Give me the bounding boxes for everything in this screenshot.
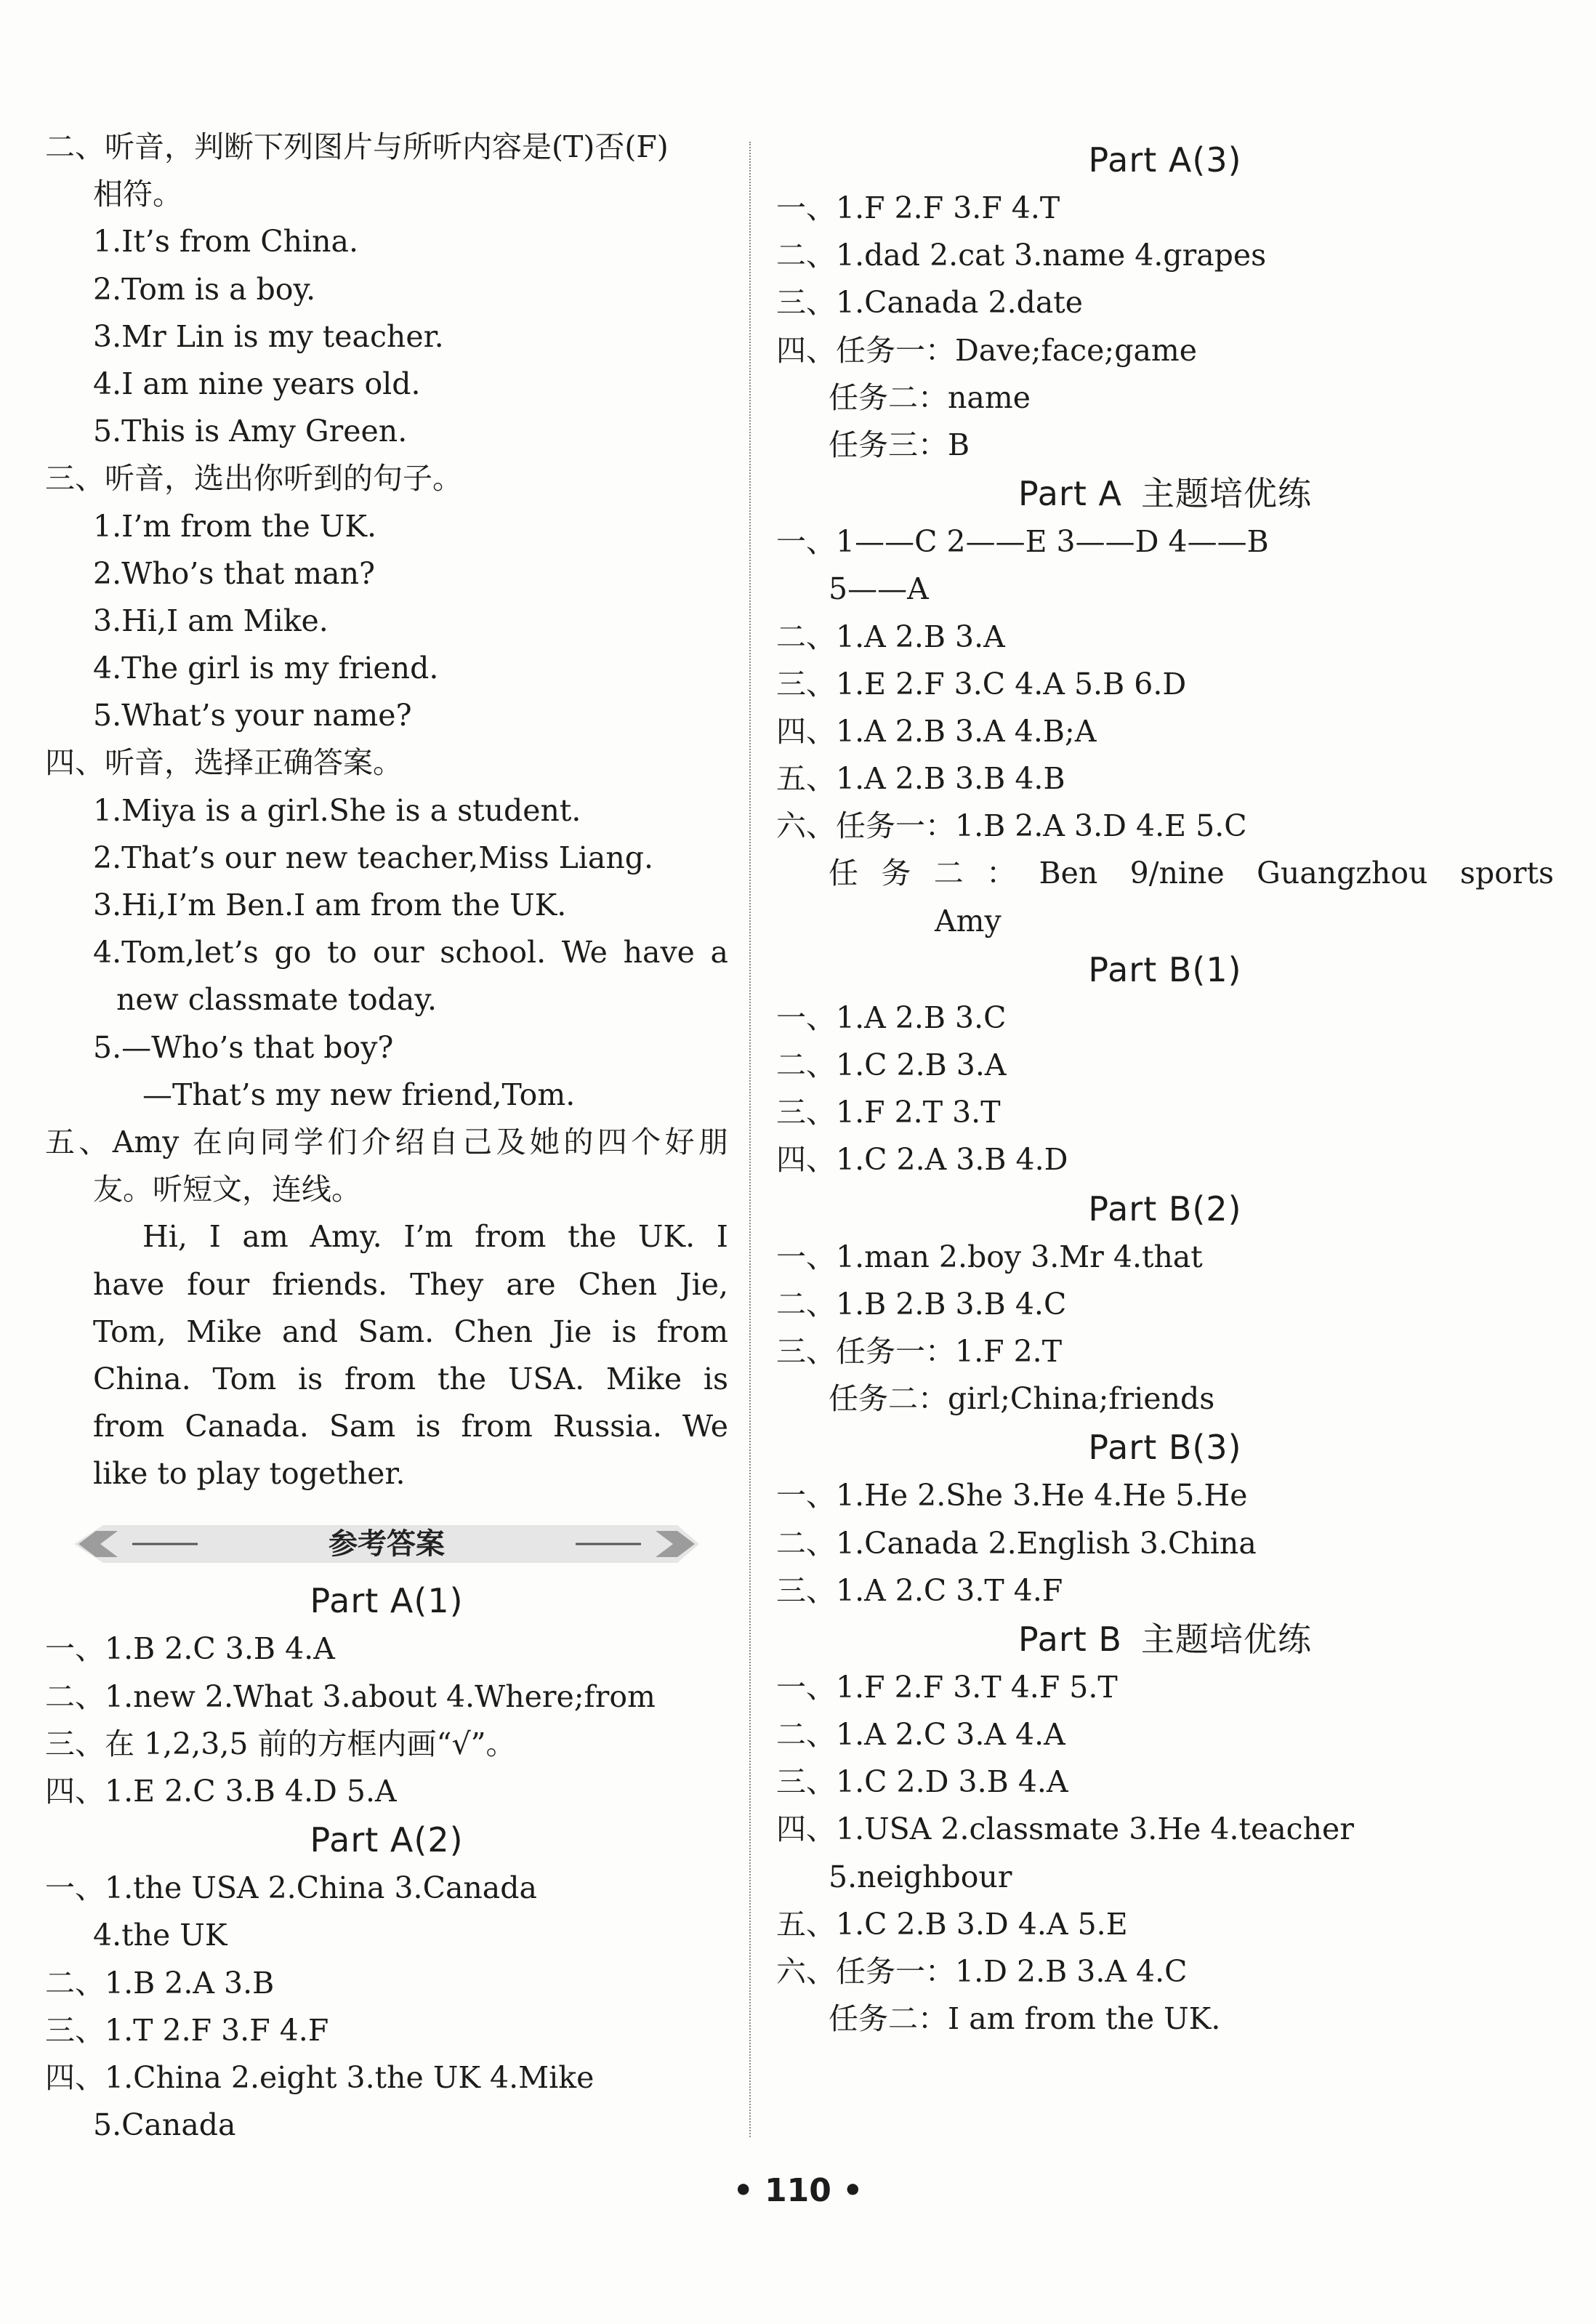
part-a3-title: Part A(3) [1088,140,1242,180]
answer-line: 六、任务一：1.D 2.B 3.A 4.C [776,1954,1188,1989]
answer-line: 五、1.A 2.B 3.B 4.B [776,761,1065,797]
answer-line: Amy [935,903,1001,938]
list-item: 2.Tom is a boy. [93,271,316,307]
answer-line: 任务二：I am from the UK. [829,2001,1221,2037]
part-a2-title: Part A(2) [310,1820,464,1860]
answers-title: 参考答案 [329,1527,445,1561]
section-5-title: 五、Amy 在向同学们介绍自己及她的四个好朋 [45,1124,728,1159]
part-b1-title: Part B(1) [1088,949,1242,989]
column-divider [749,142,751,2137]
answer-line: 二、1.Canada 2.English 3.China [776,1525,1257,1561]
list-item: new classmate today. [116,982,438,1018]
page-number: • 110 • [733,2172,863,2209]
list-item: 1.I’m from the UK. [93,508,377,544]
answer-line: 4.the UK [93,1918,227,1953]
answer-line: 四、1.E 2.C 3.B 4.D 5.A [45,1774,397,1809]
answer-line: 一、1.F 2.F 3.F 4.T [776,190,1060,225]
list-item: 1.It’s from China. [93,224,359,260]
answer-line: 二、1.dad 2.cat 3.name 4.grapes [776,238,1267,273]
list-item: 4.I am nine years old. [93,366,421,401]
list-item: 4.The girl is my friend. [93,651,439,686]
answer-line: 二、1.A 2.C 3.A 4.A [776,1717,1065,1753]
answer-line: 三、1.F 2.T 3.T [776,1095,1001,1130]
answer-line: 5——A [829,571,929,607]
answer-line: 五、1.C 2.B 3.D 4.A 5.E [776,1906,1128,1942]
answer-line: 一、1.the USA 2.China 3.Canada [45,1870,537,1906]
answer-line: 5.Canada [93,2107,236,2143]
answer-line: 三、1.Canada 2.date [776,285,1084,321]
answer-line: 任务二：girl;China;friends [829,1381,1215,1417]
list-item: 3.Mr Lin is my teacher. [93,318,444,354]
passage-line: Hi, I am Amy. I’m from the UK. I [142,1219,728,1255]
part-a-theme-sub: 主题培优练 [1140,474,1312,514]
list-item: 3.Hi,I’m Ben.I am from the UK. [93,888,567,922]
list-item: 2.Who’s that man? [93,555,375,591]
answer-line: 四、任务一：Dave;face;game [776,332,1198,368]
part-b2-title: Part B(2) [1088,1189,1242,1229]
answer-line: 一、1.A 2.B 3.C [776,1000,1007,1035]
answer-line: 四、1.C 2.A 3.B 4.D [776,1142,1068,1178]
left-column [45,124,728,2149]
answer-line: 二、1.new 2.What 3.about 4.Where;from [45,1678,656,1714]
answers-banner [45,1518,728,1570]
answer-line: 二、1.B 2.A 3.B [45,1965,275,2001]
list-item: —That’s my new friend,Tom. [142,1077,576,1112]
section-2-title: 二、听音，判断下列图片与所听内容是(T)否(F) [45,129,669,164]
answer-line: 四、1.China 2.eight 3.the UK 4.Mike [45,2059,595,2095]
part-a1-title: Part A(1) [310,1581,464,1621]
list-item: 1.Miya is a girl.She is a student. [93,792,581,828]
list-item: 3.Hi,I am Mike. [93,603,329,638]
right-column [776,135,1554,2043]
answer-line: 任务二：Ben 9/nine Guangzhou sports [829,856,1554,891]
list-item: 5.What’s your name? [93,698,412,733]
passage-line: have four friends. They are Chen Jie, [93,1266,728,1302]
answer-line: 任务三：B [829,427,970,462]
list-item: 4.Tom,let’s go to our school. We have a [93,935,728,970]
answer-line: 5.neighbour [829,1859,1012,1894]
list-item: 2.That’s our new teacher,Miss Liang. [93,840,654,875]
part-b3-title: Part B(3) [1088,1428,1242,1468]
passage-line: like to play together. [93,1456,406,1492]
section-3-title: 三、听音，选出你听到的句子。 [45,461,462,496]
part-a-theme-label: Part A [1018,474,1122,514]
answer-line: 四、1.USA 2.classmate 3.He 4.teacher [776,1812,1354,1847]
answer-line: 一、1.F 2.F 3.T 4.F 5.T [776,1669,1118,1705]
answer-line: 二、1.A 2.B 3.A [776,619,1005,654]
section-5-title-cont: 友。听短文，连线。 [93,1172,361,1207]
list-item: 5.—Who’s that boy? [93,1029,394,1065]
part-a-theme-title [776,469,1554,518]
passage-line: Tom, Mike and Sam. Chen Jie is from [93,1314,728,1349]
answer-line: 三、1.A 2.C 3.T 4.F [776,1572,1063,1608]
list-item: 5.This is Amy Green. [93,414,408,449]
answer-line: 一、1.man 2.boy 3.Mr 4.that [776,1239,1203,1274]
answer-line: 一、1——C 2——E 3——D 4——B [776,524,1269,560]
answer-line: 三、1.C 2.D 3.B 4.A [776,1764,1068,1800]
answer-line: 三、1.E 2.F 3.C 4.A 5.B 6.D [776,666,1187,701]
part-b-theme-title [776,1615,1554,1664]
answer-line: 一、1.He 2.She 3.He 4.He 5.He [776,1478,1248,1513]
section-2-title-cont: 相符。 [93,177,182,212]
answer-line: 三、在 1,2,3,5 前的方框内画“√”。 [45,1726,516,1761]
answer-line: 六、任务一：1.B 2.A 3.D 4.E 5.C [776,808,1247,844]
passage-line: from Canada. Sam is from Russia. We [93,1409,728,1444]
answer-line: 二、1.C 2.B 3.A [776,1048,1007,1082]
part-b-theme-label: Part B [1018,1619,1122,1659]
section-4-title: 四、听音，选择正确答案。 [45,745,403,781]
answer-line: 二、1.B 2.B 3.B 4.C [776,1286,1067,1322]
answer-line: 三、任务一：1.F 2.T [776,1333,1063,1369]
answer-line: 三、1.T 2.F 3.F 4.F [45,2012,329,2048]
part-b-theme-sub: 主题培优练 [1141,1619,1312,1659]
answer-line: 任务二：name [829,379,1031,415]
passage-line: China. Tom is from the USA. Mike is [93,1361,728,1396]
answer-line: 四、1.A 2.B 3.A 4.B;A [776,713,1097,749]
answer-line: 一、1.B 2.C 3.B 4.A [45,1631,335,1667]
